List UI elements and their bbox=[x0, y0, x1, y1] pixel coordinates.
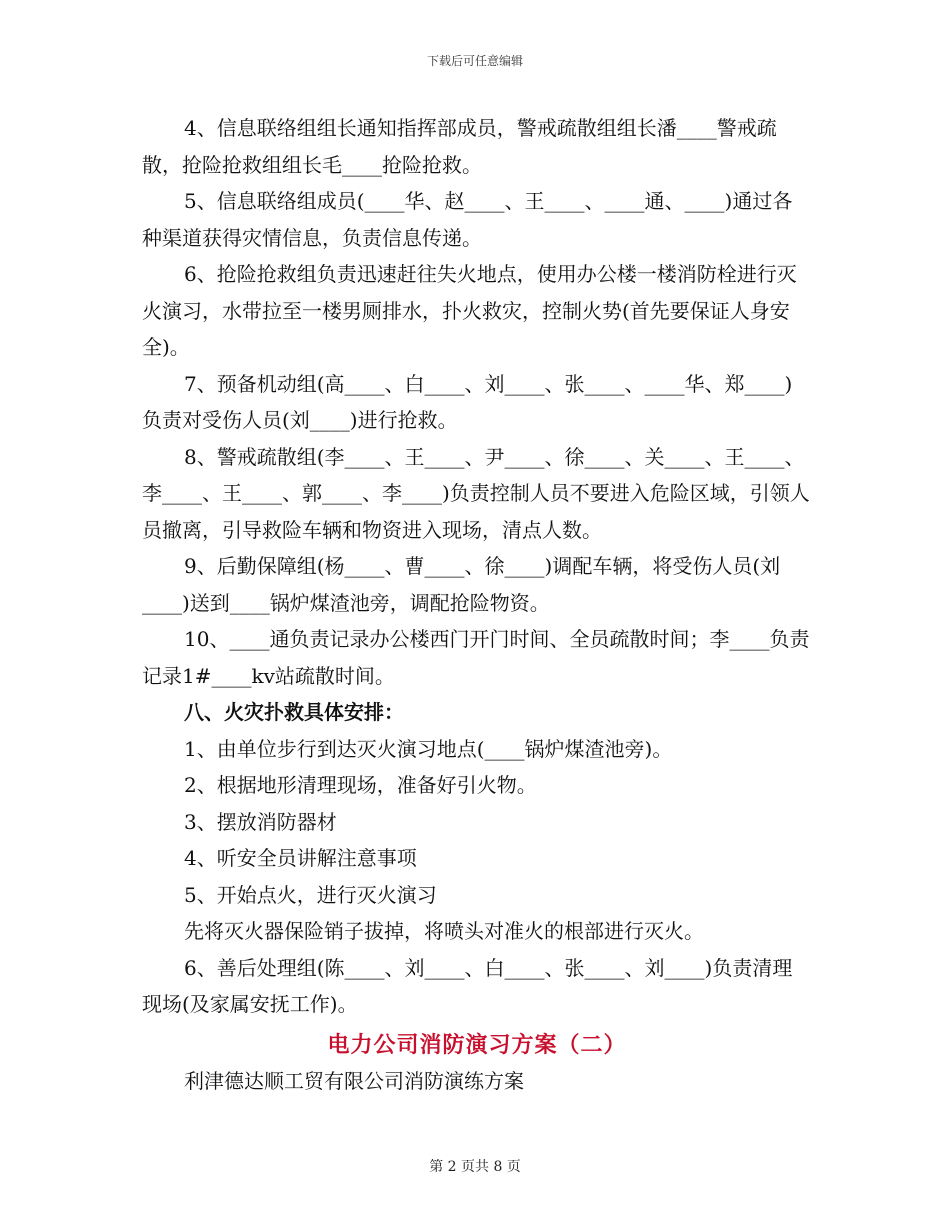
document-subtitle-2: 利津德达顺工贸有限公司消防演练方案 bbox=[184, 1069, 524, 1093]
page-header: 下载后可任意编辑 bbox=[426, 54, 523, 68]
paragraph-5: 5、信息联络组成员(____华、赵____、王____、____通、____)通过各种渠道获得灾情信息，负责信息传递。 bbox=[142, 189, 793, 250]
step-6: 6、善后处理组(陈____、刘____、白____、张____、刘____)负责清理现场(及家属安抚工作)。 bbox=[142, 955, 793, 1016]
document-title-2: 电力公司消防演习方案（二） bbox=[327, 1031, 627, 1058]
step-4: 4、听安全员讲解注意事项 bbox=[184, 846, 417, 870]
step-5-note: 先将灭火器保险销子拔掉，将喷头对准火的根部进行灭火。 bbox=[184, 919, 704, 943]
step-5: 5、开始点火，进行灭火演习 bbox=[184, 882, 437, 907]
paragraph-7: 7、预备机动组(高____、白____、刘____、张____、____华、郑____)负责对受伤人员(刘____)进行抢救。 bbox=[142, 371, 793, 432]
document-body bbox=[142, 110, 812, 1100]
step-2: 2、根据地形清理现场，准备好引火物。 bbox=[184, 773, 537, 797]
paragraph-6: 6、抢险抢救组负责迅速赶往失火地点，使用办公楼一楼消防栓进行灭火演习，水带拉至一楼男厕排水，扑火救灾，控制火势(首先要保证人身安全)。 bbox=[142, 262, 797, 359]
paragraph-9: 9、后勤保障组(杨____、曹____、徐____)调配车辆，将受伤人员(刘____)送到____锅炉煤渣池旁，调配抢险物资。 bbox=[142, 554, 781, 615]
paragraph-4: 4、信息联络组组长通知指挥部成员，警戒疏散组组长潘____警戒疏散，抢险抢救组组长毛____抢险抢救。 bbox=[142, 116, 777, 177]
section-heading: 八、火灾扑救具体安排： bbox=[184, 700, 404, 724]
step-3: 3、摆放消防器材 bbox=[184, 809, 337, 834]
step-1: 1、由单位步行到达灭火演习地点(____锅炉煤渣池旁)。 bbox=[184, 736, 673, 761]
page-footer: 第 2 页共 8 页 bbox=[429, 1159, 521, 1175]
paragraph-10: 10、____通负责记录办公楼西门开门时间、全员疏散时间；李____负责记录1#____kv站疏散时间。 bbox=[142, 627, 810, 688]
paragraph-8: 8、警戒疏散组(李____、王____、尹____、徐____、关____、王____、李____、王____、郭____、李____)负责控制人员不要进入危险区域，引领人员撤离，引导救险车辆和物资进入现场，清点人数。 bbox=[142, 444, 810, 542]
